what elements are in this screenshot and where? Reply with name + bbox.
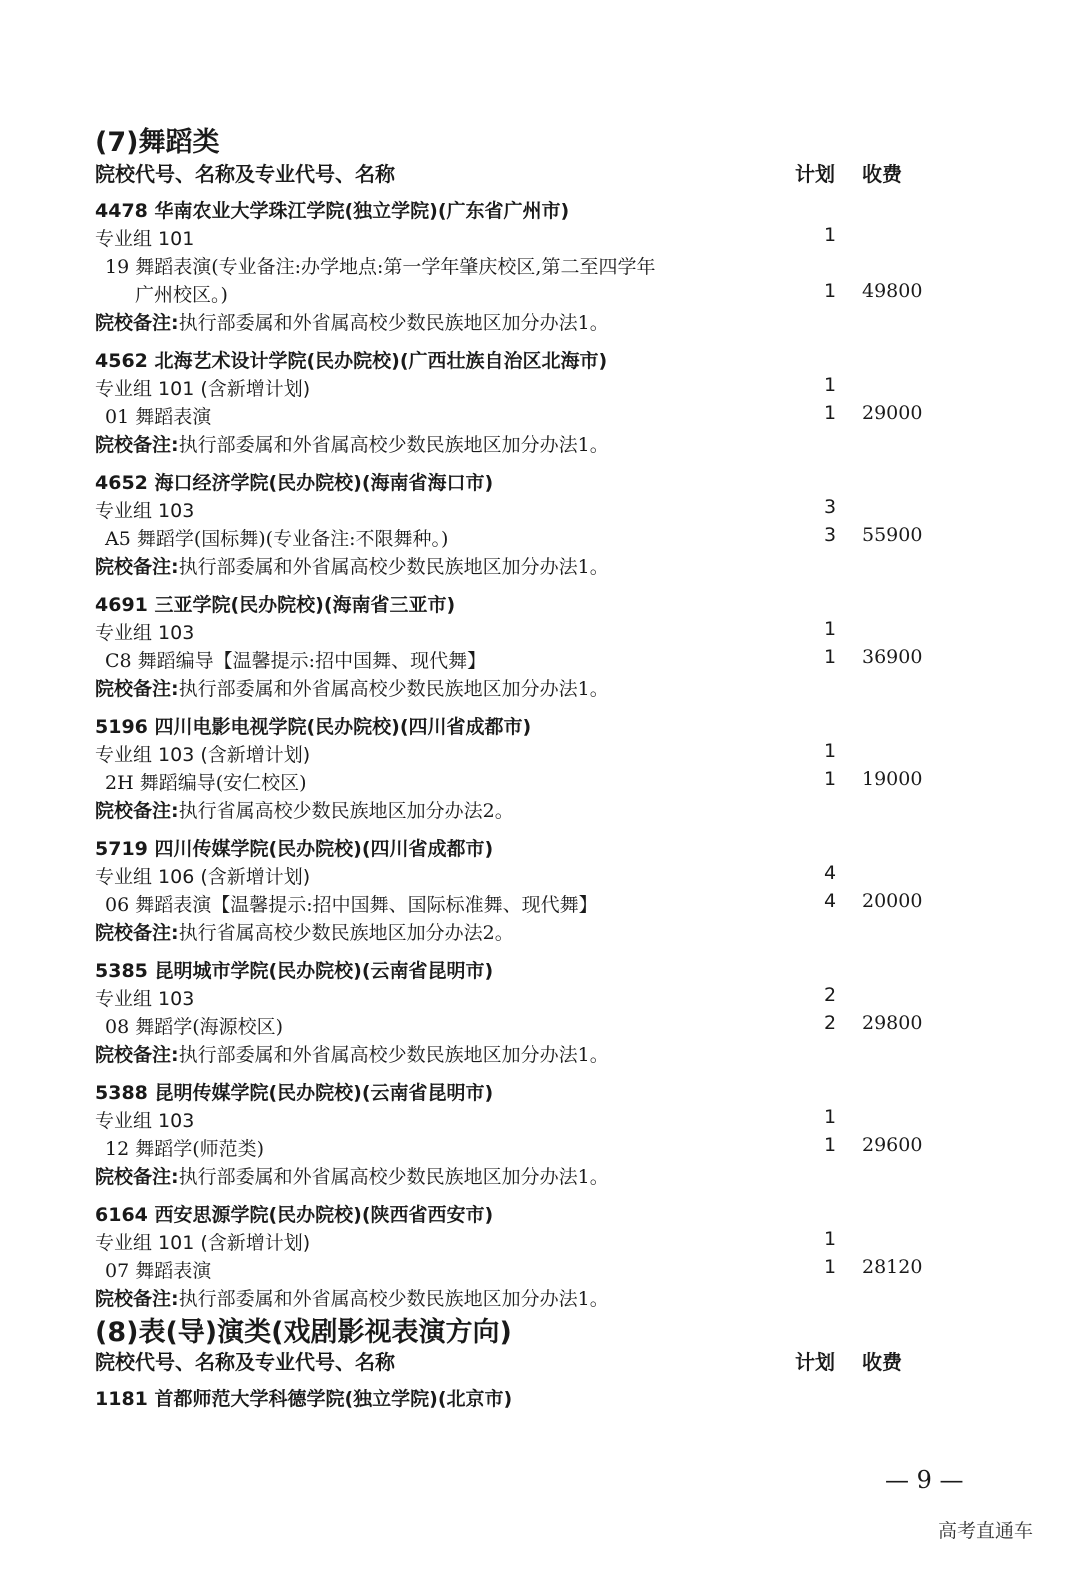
major-fee: 29800	[862, 1012, 923, 1034]
school-note	[95, 1040, 609, 1067]
major-fee: 36900	[862, 646, 923, 668]
group-label: 专业组 103	[95, 988, 195, 1010]
major-name: 01 舞蹈表演	[105, 406, 212, 428]
major-fee: 49800	[862, 280, 923, 302]
group-plan: 1	[823, 1228, 837, 1250]
major-name: 08 舞蹈学(海源校区)	[105, 1016, 284, 1038]
school-name: 5196 四川电影电视学院(民办院校)(四川省成都市)	[95, 716, 532, 738]
section-title: (8)表(导)演类(戏剧影视表演方向)	[95, 1317, 512, 1348]
column-header-name: 院校代号、名称及专业代号、名称	[95, 1350, 395, 1374]
school-name: 5385 昆明城市学院(民办院校)(云南省昆明市)	[95, 960, 494, 982]
major-name: 12 舞蹈学(师范类)	[105, 1138, 265, 1160]
school-note	[95, 552, 609, 579]
column-header-fee: 收费	[862, 162, 902, 186]
group-label: 专业组 103	[95, 622, 195, 644]
group-label: 专业组 101	[95, 228, 195, 250]
note-label: 院校备注:	[95, 434, 179, 456]
major-plan: 1	[823, 768, 837, 790]
note-text: 执行部委属和外省属高校少数民族地区加分办法1。	[178, 1288, 609, 1310]
group-plan: 1	[823, 1106, 837, 1128]
major-plan: 1	[823, 1134, 837, 1156]
note-label: 院校备注:	[95, 1044, 179, 1066]
note-text: 执行部委属和外省属高校少数民族地区加分办法1。	[178, 434, 609, 456]
group-plan: 2	[823, 984, 837, 1006]
major-plan: 2	[823, 1012, 837, 1034]
school-name: 4691 三亚学院(民办院校)(海南省三亚市)	[95, 594, 456, 616]
major-fee: 29000	[862, 402, 923, 424]
major-fee: 20000	[862, 890, 923, 912]
major-name-continued: 广州校区。)	[135, 284, 228, 306]
group-label: 专业组 106 (含新增计划)	[95, 866, 311, 888]
major-plan: 3	[823, 524, 837, 546]
major-plan: 1	[823, 280, 837, 302]
note-text: 执行部委属和外省属高校少数民族地区加分办法1。	[178, 1166, 609, 1188]
group-plan: 1	[823, 618, 837, 640]
major-plan: 1	[823, 402, 837, 424]
major-name: A5 舞蹈学(国标舞)(专业备注:不限舞种。)	[105, 528, 449, 550]
group-label: 专业组 101 (含新增计划)	[95, 1232, 311, 1254]
major-plan: 1	[823, 1256, 837, 1278]
school-note	[95, 796, 514, 823]
note-text: 执行部委属和外省属高校少数民族地区加分办法1。	[178, 312, 609, 334]
major-name: 06 舞蹈表演【温馨提示:招中国舞、国际标准舞、现代舞】	[105, 894, 598, 916]
group-plan: 3	[823, 496, 837, 518]
group-plan: 1	[823, 740, 837, 762]
group-plan: 4	[823, 862, 837, 884]
major-fee: 28120	[862, 1256, 923, 1278]
group-label: 专业组 103	[95, 500, 195, 522]
major-fee: 19000	[862, 768, 923, 790]
major-name: 2H 舞蹈编导(安仁校区)	[105, 772, 307, 794]
school-note	[95, 674, 609, 701]
major-name: 07 舞蹈表演	[105, 1260, 212, 1282]
column-header-name: 院校代号、名称及专业代号、名称	[95, 162, 395, 186]
group-label: 专业组 103	[95, 1110, 195, 1132]
column-header-plan: 计划	[795, 162, 835, 186]
major-name: C8 舞蹈编导【温馨提示:招中国舞、现代舞】	[105, 650, 487, 672]
major-plan: 1	[823, 646, 837, 668]
note-label: 院校备注:	[95, 922, 179, 944]
note-label: 院校备注:	[95, 800, 179, 822]
note-text: 执行部委属和外省属高校少数民族地区加分办法1。	[178, 678, 609, 700]
school-name: 5719 四川传媒学院(民办院校)(四川省成都市)	[95, 838, 494, 860]
note-text: 执行部委属和外省属高校少数民族地区加分办法1。	[178, 1044, 609, 1066]
column-header-plan: 计划	[795, 1350, 835, 1374]
note-label: 院校备注:	[95, 1288, 179, 1310]
group-label: 专业组 101 (含新增计划)	[95, 378, 311, 400]
school-name: 4562 北海艺术设计学院(民办院校)(广西壮族自治区北海市)	[95, 350, 608, 372]
group-plan: 1	[823, 224, 837, 246]
major-plan: 4	[823, 890, 837, 912]
school-name: 1181 首都师范大学科德学院(独立学院)(北京市)	[95, 1388, 513, 1410]
page-number: — 9 —	[885, 1466, 964, 1494]
note-text: 执行部委属和外省属高校少数民族地区加分办法1。	[178, 556, 609, 578]
note-label: 院校备注:	[95, 1166, 179, 1188]
watermark: 高考直通车	[938, 1520, 1034, 1542]
major-fee: 29600	[862, 1134, 923, 1156]
section-title: (7)舞蹈类	[95, 127, 220, 158]
school-note	[95, 430, 609, 457]
school-note	[95, 308, 609, 335]
note-label: 院校备注:	[95, 312, 179, 334]
school-note	[95, 918, 514, 945]
school-name: 6164 西安思源学院(民办院校)(陕西省西安市)	[95, 1204, 494, 1226]
group-plan: 1	[823, 374, 837, 396]
note-text: 执行省属高校少数民族地区加分办法2。	[178, 800, 514, 822]
school-name: 4652 海口经济学院(民办院校)(海南省海口市)	[95, 472, 494, 494]
major-name: 19 舞蹈表演(专业备注:办学地点:第一学年肇庆校区,第二至四学年	[105, 256, 656, 278]
column-header-fee: 收费	[862, 1350, 902, 1374]
school-note	[95, 1284, 609, 1311]
major-fee: 55900	[862, 524, 923, 546]
school-name: 5388 昆明传媒学院(民办院校)(云南省昆明市)	[95, 1082, 494, 1104]
school-note	[95, 1162, 609, 1189]
note-text: 执行省属高校少数民族地区加分办法2。	[178, 922, 514, 944]
note-label: 院校备注:	[95, 556, 179, 578]
group-label: 专业组 103 (含新增计划)	[95, 744, 311, 766]
school-name: 4478 华南农业大学珠江学院(独立学院)(广东省广州市)	[95, 200, 570, 222]
note-label: 院校备注:	[95, 678, 179, 700]
